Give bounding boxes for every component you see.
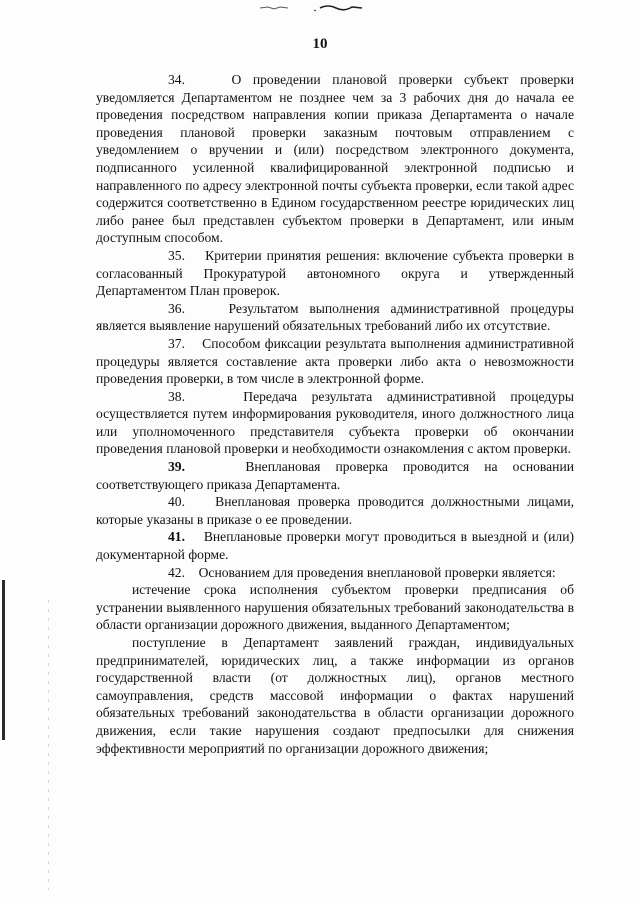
page-number: 10 xyxy=(312,36,328,52)
paragraph-number: 36. xyxy=(168,300,185,316)
paragraph-text: О проведении плановой проверки субъект проверки уведомляется Департаментом не позднее чем за 3 рабочих дня до начала ее проведения посредством направления копии приказа Департамента о начале проведения плановой проверки заказным почтовым отправлением с уведомлением о вручении и (или) посредством электронного документа, подписанного усиленной квалифицированной электронной подписью и направленного по адресу электронной почты субъекта проверки, если такой адрес содержится соответственно в Едином государственном реестре юридических лиц либо ранее был представлен субъектом проверки в Департамент, или иным доступным способом. xyxy=(96,72,574,246)
paragraph-number: 38. xyxy=(168,388,185,404)
paragraph-text: Внеплановые проверки могут проводиться в выездной и (или) документарной форме. xyxy=(96,529,574,563)
paragraph-number: 35. xyxy=(168,247,185,263)
document-body xyxy=(96,71,574,757)
paragraph-text: Основанием для проведения внеплановой проверки является: xyxy=(198,564,556,580)
paragraph-34 xyxy=(96,71,574,247)
paragraph-text: Результатом выполнения административной процедуры является выявление нарушений обязательных требований либо их отсутствие. xyxy=(96,300,575,334)
paragraph-text: поступление в Департамент заявлений граждан, индивидуальных предпринимателей, юридических лиц, а также информации из органов государственной власти (от должностных лиц), органов местного самоуправления, средств массовой информации о фактах нарушений обязательных требований законодательства в области организации дорожного движения, если такие нарушения создают предпосылки для снижения эффективности мероприятий по организации дорожного движения; xyxy=(96,635,574,756)
paragraph-text: Передача результата административной процедуры осуществляется путем информирования руководителя, иного должностного лица или уполномоченного представителя субъекта проверки об окончании проведения плановой проверки и необходимости ознакомления с актом проверки. xyxy=(96,388,575,457)
paragraph-number: 37. xyxy=(168,335,185,351)
scan-edge-dots xyxy=(48,600,49,890)
paragraph-42-item-1 xyxy=(96,581,574,634)
paragraph-38 xyxy=(96,388,574,458)
scan-edge-line xyxy=(2,580,5,740)
paragraph-42 xyxy=(96,564,574,582)
paragraph-number: 42. xyxy=(168,564,185,580)
paragraph-41 xyxy=(96,528,574,563)
paragraph-text: истечение срока исполнения субъектом проверки предписания об устранении выявленного нарушения обязательных требований законодательства в области организации дорожного движения, выданного Департаментом; xyxy=(96,582,574,633)
paragraph-text: Внеплановая проверка проводится на основании соответствующего приказа Департамента. xyxy=(96,459,574,492)
paragraph-text: Критерии принятия решения: включение субъекта проверки в согласованный Прокуратурой автономного округа и утвержденный Департаментом План проверок. xyxy=(96,247,575,299)
scan-artifact-mark xyxy=(258,2,378,12)
paragraph-35 xyxy=(96,247,574,300)
paragraph-number: 39. xyxy=(168,459,185,475)
paragraph-number: 40. xyxy=(168,494,185,510)
paragraph-number: 41. xyxy=(168,529,185,545)
paragraph-text: Внеплановая проверка проводится должностными лицами, которые указаны в приказе о ее проведении. xyxy=(96,494,574,527)
paragraph-text: Способом фиксации результата выполнения административной процедуры является составление акта проверки либо акта о невозможности проведения проверки, в том числе в электронной форме. xyxy=(96,335,574,387)
paragraph-39 xyxy=(96,458,574,493)
paragraph-number: 34. xyxy=(168,72,185,87)
paragraph-36 xyxy=(96,300,574,335)
paragraph-37 xyxy=(96,335,574,388)
paragraph-42-item-2 xyxy=(96,634,574,757)
paragraph-40 xyxy=(96,493,574,528)
